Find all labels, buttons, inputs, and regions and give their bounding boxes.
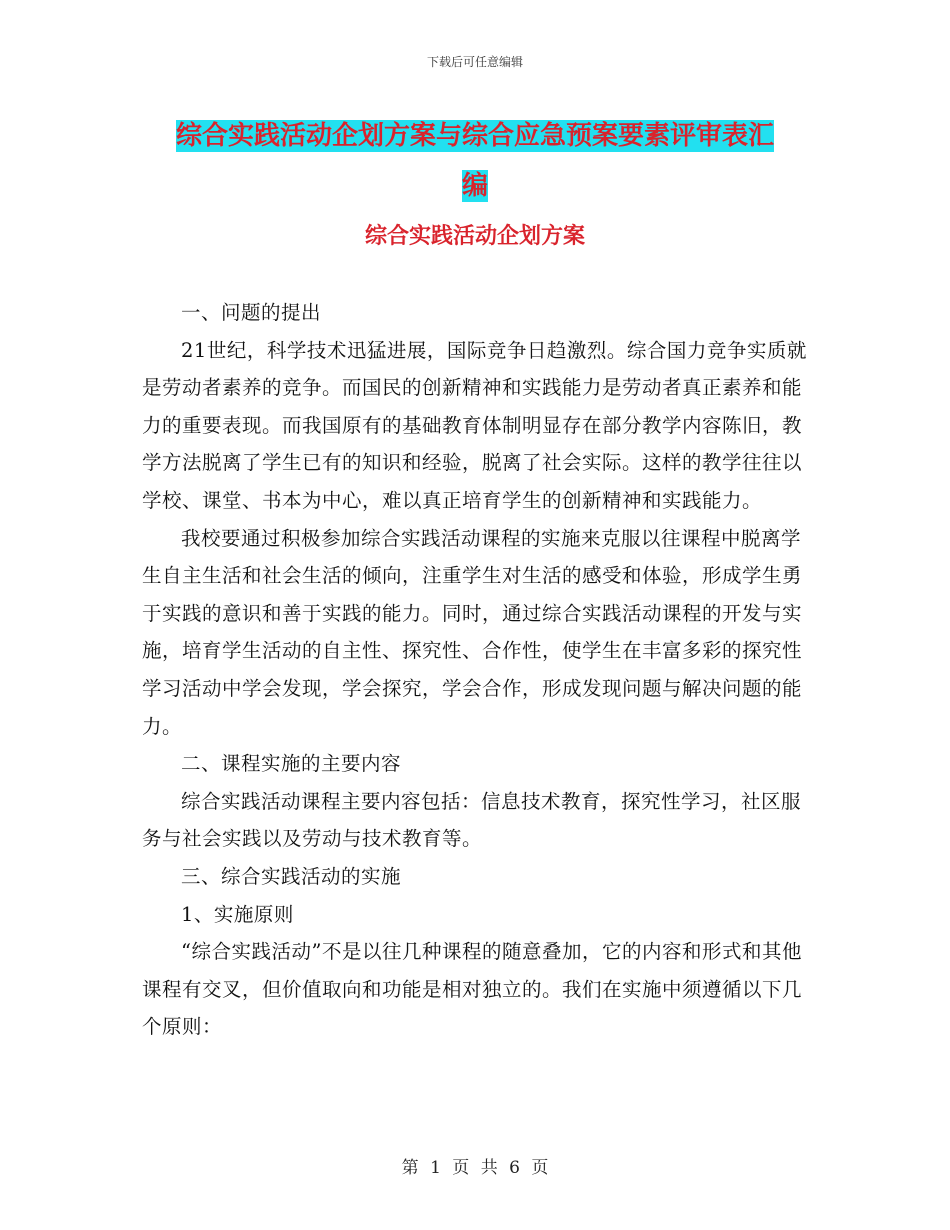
section-title: 综合实践活动企划方案 (364, 223, 585, 249)
paragraph: “综合实践活动”不是以往几种课程的随意叠加，它的内容和形式和其他课程有交叉，但价值取向和功能是相对独立的。我们在实施中须遵循以下几个原则： (142, 940, 803, 1039)
document-title-line-2: 编 (461, 171, 488, 201)
paragraph: 21世纪，科学技术迅猛进展，国际竞争日趋激烈。综合国力竞争实质就是劳动者素养的竞争。而国民的创新精神和实践能力是劳动者真正素养和能力的重要表现。而我国原有的基础教育体制明显存在部分教学内容陈旧，教学方法脱离了学生已有的知识和经验，脱离了社会实际。这样的教学往往以学校、课堂、书本为中心，难以真正培育学生的创新精神和实践能力。 (142, 338, 807, 512)
heading-problem: 一、问题的提出 (181, 301, 322, 324)
header-note: 下载后可任意编辑 (426, 55, 523, 69)
heading-implementation: 三、综合实践活动的实施 (181, 864, 402, 888)
page-footer: 第 1 页 共 6 页 (401, 1158, 549, 1178)
paragraph: 综合实践活动课程主要内容包括：信息技术教育，探究性学习，社区服务与社会实践以及劳动与技术教育等。 (142, 789, 802, 851)
document-title (140, 111, 810, 211)
document-title-line-1: 综合实践活动企划方案与综合应急预案要素评审表汇 (175, 121, 774, 151)
heading-main-content: 二、课程实施的主要内容 (181, 752, 402, 776)
subheading-principles: 1、实施原则 (181, 902, 294, 926)
body-text (142, 294, 810, 1046)
paragraph: 我校要通过积极参加综合实践活动课程的实施来克服以往课程中脱离学生自主生活和社会生活的倾向，注重学生对生活的感受和体验，形成学生勇于实践的意识和善于实践的能力。同时，通过综合实践活动课程的开发与实施，培育学生活动的自主性、探究性、合作性，使学生在丰富多彩的探究性学习活动中学会发现，学会探究，学会合作，形成发现问题与解决问题的能力。 (142, 526, 803, 738)
